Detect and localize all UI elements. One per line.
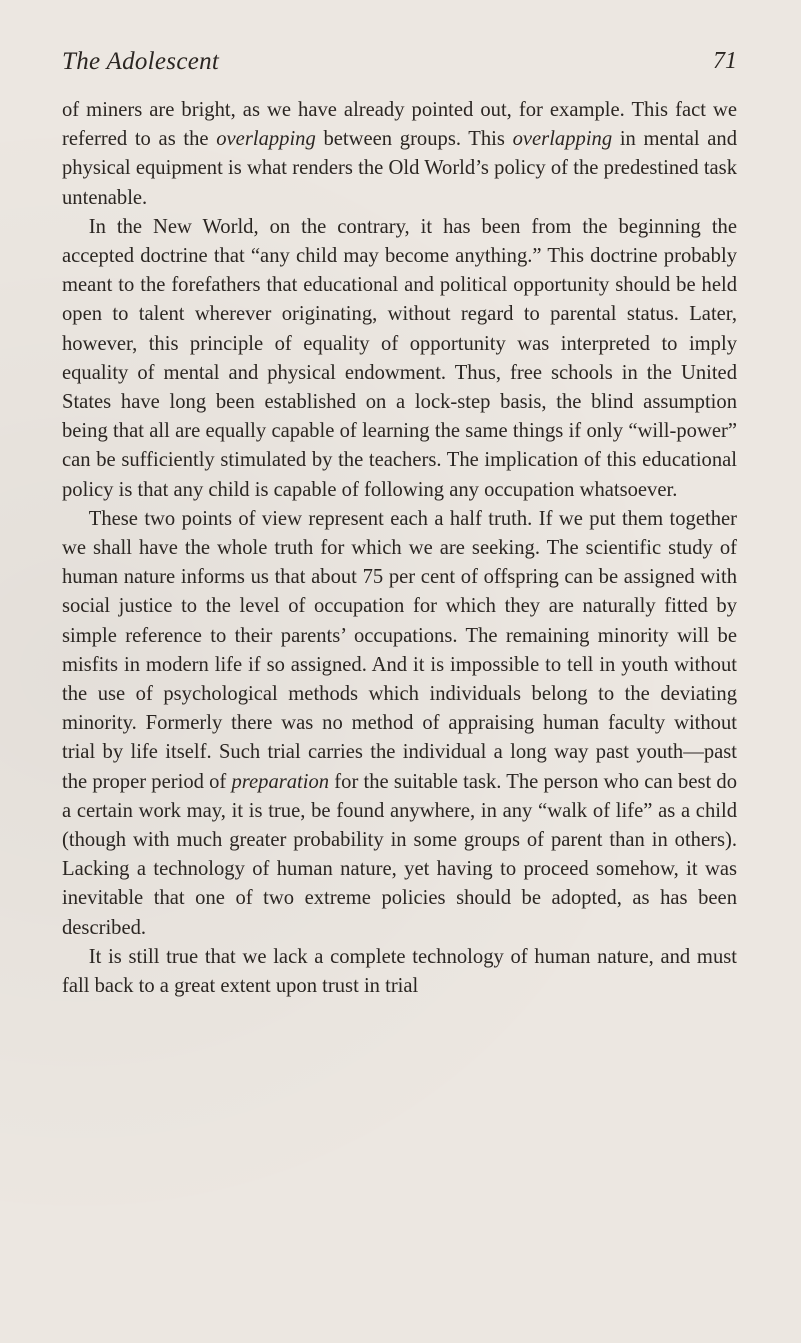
page-number: 71	[713, 48, 737, 74]
paragraph-1-text-a: of miners are bright, as we have already pointed out, for example. This fact we referred to as the	[62, 99, 737, 151]
paragraph-1-emphasis-2: overlapping	[512, 128, 613, 151]
paragraph-4: It is still true that we lack a complete technology of human nature, and must fall back to a great extent upon trust in trial	[62, 945, 737, 998]
body-text	[62, 96, 737, 1001]
paragraph-1	[62, 96, 737, 213]
running-head	[62, 48, 737, 88]
paragraph-3-text-b: for the suitable task. The person who can best do a certain work may, it is true, be found anywhere, in any “walk of life” as a child (though with much greater probability in some groups of parent than in others). Lacking a technology of human nature, yet having to proceed somehow, it was inevitable that one of two extreme policies should be adopted, as has been described.	[62, 770, 738, 939]
paragraph-3	[62, 505, 737, 943]
paragraph-1-text-b: between groups. This	[315, 128, 513, 151]
paragraph-1-emphasis-1: overlapping	[216, 128, 316, 151]
paragraph-3-text-a: These two points of view represent each a half truth. If we put them together we shall have the whole truth for which we are seeking. The scientific study of human nature informs us that about 75 per cent of offspring can be assigned with social justice to the level of occupation for which they are naturally fitted by simple reference to their parents’ occupations. The remaining minority will be misfits in modern life if so assigned. And it is impossible to tell in youth without the use of psychological methods which individuals belong to the deviating minority. Formerly there was no method of appraising human faculty without trial by life itself. Such trial carries the individual a long way past youth—past the proper period of	[62, 507, 737, 793]
paragraph-1-text-c: in mental and physical equipment is what renders the Old World’s policy of the predestined task untenable.	[62, 128, 738, 209]
paragraph-3-emphasis-1: preparation	[231, 770, 330, 793]
paragraph-2: In the New World, on the contrary, it has been from the beginning the accepted doctrine that “any child may become anything.” This doctrine probably meant to the forefathers that educational and political opportunity should be held open to talent wherever originating, without regard to parental status. Later, however, this principle of equality of opportunity was interpreted to imply equality of mental and physical endowment. Thus, free schools in the United States have long been established on a lock-step basis, the blind assumption being that all are equally capable of learning the same things if only “will-power” can be sufficiently stimulated by the teachers. The implication of this educational policy is that any child is capable of following any occupation whatsoever.	[62, 215, 737, 501]
running-title: The Adolescent	[62, 48, 220, 75]
